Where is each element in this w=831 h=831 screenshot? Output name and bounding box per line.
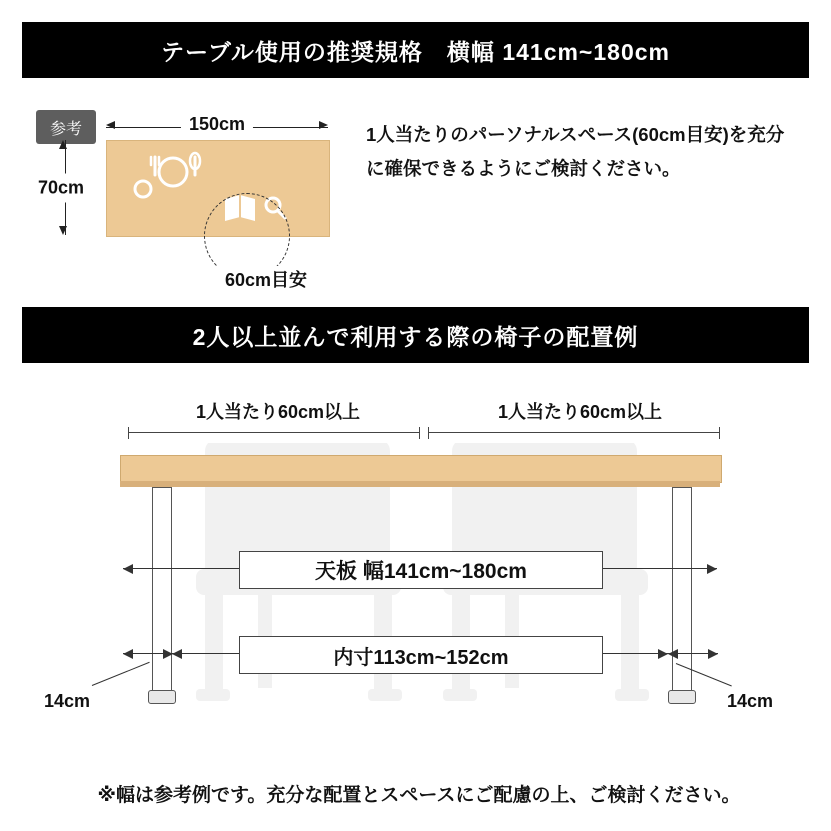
dimension-table-depth [37, 140, 85, 235]
arrow-right-icon [319, 121, 328, 129]
arrow-left-icon [668, 649, 678, 659]
tick-right [719, 427, 720, 439]
table-leg-left [152, 487, 172, 694]
seat-space-label-left: 1人当たり60cm以上 [195, 402, 361, 422]
section-header-chair-layout: 2人以上並んで利用する際の椅子の配置例 [22, 307, 809, 363]
table-foot-right [668, 690, 696, 704]
arrow-left-icon [172, 649, 182, 659]
arrow-left-icon [106, 121, 115, 129]
leg-offset-arrow-left [123, 648, 173, 660]
table-top-side-view [120, 455, 722, 483]
arrow-right-icon [163, 649, 173, 659]
seat-space-label-right: 1人当たり60cm以上 [497, 402, 663, 422]
inner-width-measurement: 内寸113cm~152cm [239, 636, 603, 674]
seat-span-right [428, 427, 720, 439]
personal-space-label: 60cm目安 [196, 266, 336, 292]
dimension-line [428, 432, 720, 433]
section-chair-layout [0, 363, 831, 783]
tick-right [419, 427, 420, 439]
tick-left [428, 427, 429, 439]
inner-arrow-left [172, 648, 248, 660]
footnote-text: ※幅は参考例です。充分な配置とスペースにご配慮の上、ご検討ください。 [97, 785, 741, 806]
dimension-table-width [106, 114, 328, 136]
arrow-up-icon [59, 140, 67, 149]
reference-badge: 参考 [36, 110, 96, 144]
inner-arrow-right [592, 648, 668, 660]
dimension-line [592, 568, 717, 569]
table-width-label: 150cm [181, 114, 253, 135]
width-arrow-left [123, 563, 248, 575]
arrow-down-icon [59, 226, 67, 235]
seat-span-left [128, 427, 420, 439]
tick-left [128, 427, 129, 439]
dimension-line [172, 653, 248, 654]
top-width-measurement: 天板 幅141cm~180cm [239, 551, 603, 589]
arrow-right-icon [707, 564, 717, 574]
table-foot-left [148, 690, 176, 704]
dimension-line [128, 432, 420, 433]
dimension-line [592, 653, 668, 654]
leg-offset-arrow-right [668, 648, 718, 660]
dimension-line [123, 568, 248, 569]
arrow-right-icon [708, 649, 718, 659]
leg-offset-label-right: 14cm [727, 691, 774, 711]
width-arrow-right [592, 563, 717, 575]
arrow-left-icon [123, 564, 133, 574]
leg-offset-label-left: 14cm [44, 691, 91, 711]
arrow-right-icon [658, 649, 668, 659]
description-text: 1人当たりのパーソナルスペース(60cm目安)を充分に確保できるようにご検討ください。 [366, 124, 785, 180]
table-depth-label: 70cm [26, 173, 96, 202]
table-top-edge [120, 481, 720, 487]
section-header-recommended-size: テーブル使用の推奨規格 横幅 141cm~180cm [22, 22, 809, 78]
arrow-left-icon [123, 649, 133, 659]
section-reference-table [0, 78, 831, 307]
